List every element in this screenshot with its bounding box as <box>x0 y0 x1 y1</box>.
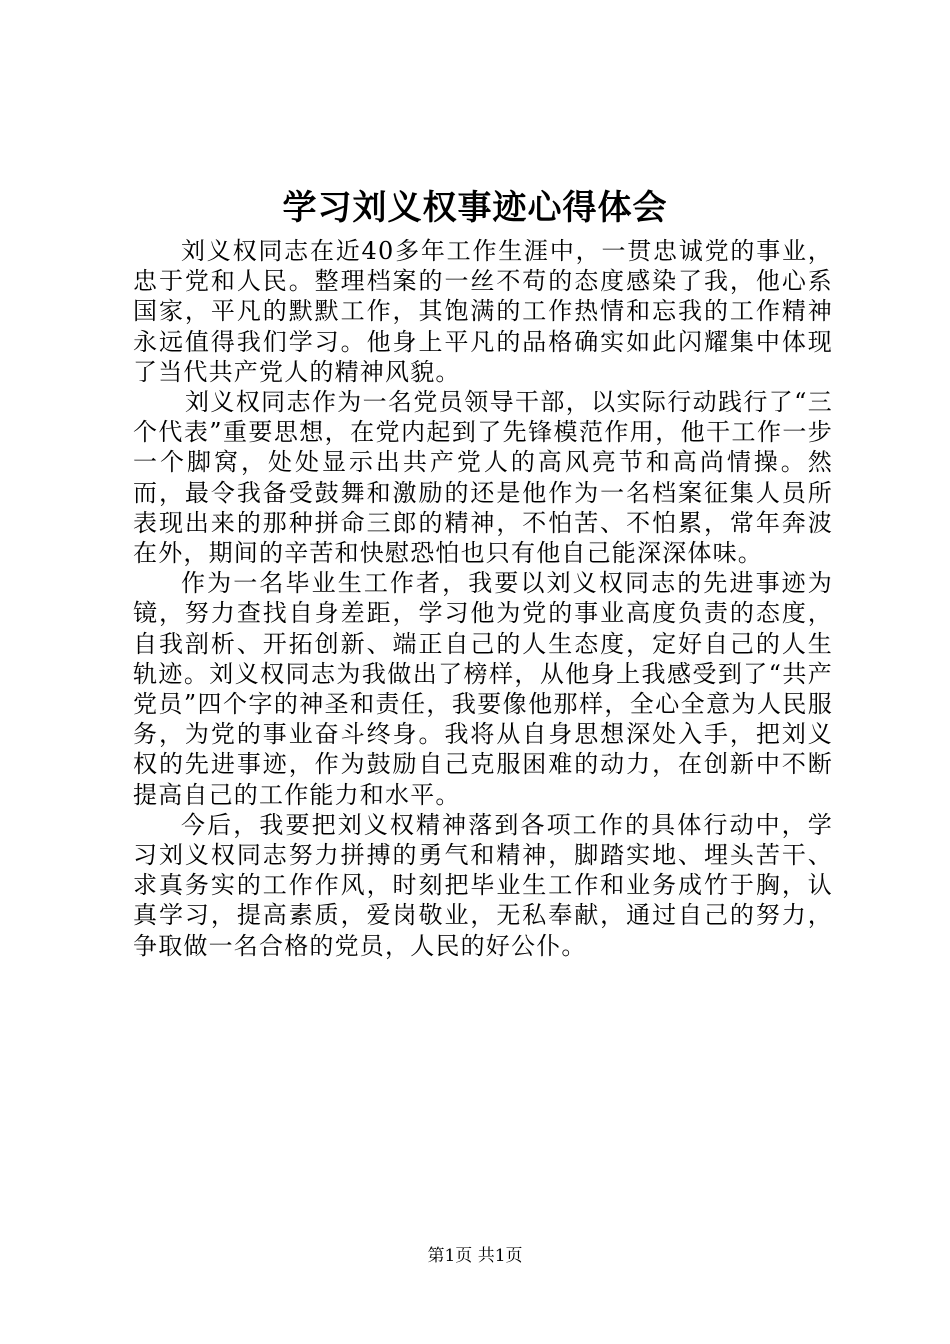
paragraph-4: 今后，我要把刘义权精神落到各项工作的具体行动中，学习刘义权同志努力拼搏的勇气和精神，脚踏实地、埋头苦干、求真务实的工作作风，时刻把毕业生工作和业务成竹于胸，认真学习，提高素质，爱岗敬业，无私奉献，通过自己的努力，争取做一名合格的党员，人民的好公仆。 <box>133 810 833 960</box>
paragraph-2: 刘义权同志作为一名党员领导干部，以实际行动践行了“三个代表”重要思想，在党内起到了先锋模范作用，他干工作一步一个脚窝，处处显示出共产党人的高风亮节和高尚情操。然而，最令我备受鼓舞和激励的还是他作为一名档案征集人员所表现出来的那种拼命三郎的精神，不怕苦、不怕累，常年奔波在外，期间的辛苦和快慰恐怕也只有他自己能深深体味。 <box>133 388 833 568</box>
document-title: 学习刘义权事迹心得体会 <box>282 188 668 228</box>
page-footer: 第1页 共1页 <box>427 1246 523 1266</box>
paragraph-3: 作为一名毕业生工作者，我要以刘义权同志的先进事迹为镜，努力查找自身差距，学习他为党的事业高度负责的态度，自我剖析、开拓创新、端正自己的人生态度，定好自己的人生轨迹。刘义权同志为我做出了榜样，从他身上我感受到了“共产党员”四个字的神圣和责任，我要像他那样，全心全意为人民服务，为党的事业奋斗终身。我将从自身思想深处入手，把刘义权的先进事迹，作为鼓励自己克服困难的动力，在创新中不断提高自己的工作能力和水平。 <box>133 569 833 809</box>
paragraph-1: 刘义权同志在近40多年工作生涯中，一贯忠诚党的事业，忠于党和人民。整理档案的一丝不苟的态度感染了我，他心系国家，平凡的默默工作，其饱满的工作热情和忘我的工作精神永远值得我们学习。他身上平凡的品格确实如此闪耀集中体现了当代共产党人的精神风貌。 <box>133 237 833 386</box>
document-body <box>133 236 833 961</box>
